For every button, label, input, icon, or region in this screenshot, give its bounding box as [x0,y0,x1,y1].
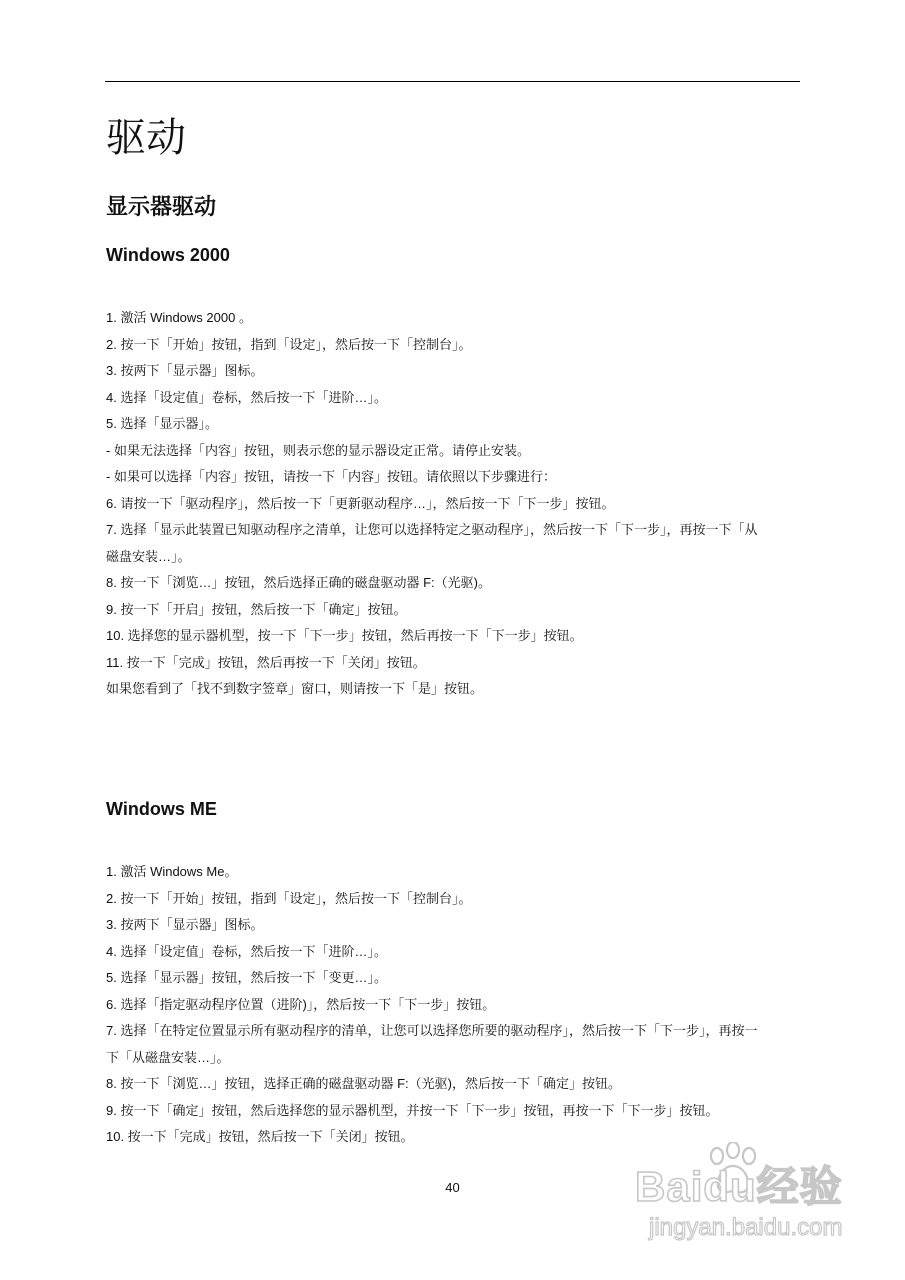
step-line: 7. 选择「显示此装置已知驱动程序之清单，让您可以选择特定之驱动程序」，然后按一下「下一步」，再按一下「从 [106,522,758,537]
step-line: 下「从磁盘安装…」。 [106,1049,230,1065]
step-line: 1. 激活 Windows Me。 [106,864,238,879]
step-line: 磁盘安装…」。 [106,548,191,564]
step-line: 11. 按一下「完成」按钮，然后再按一下「关闭」按钮。 [106,654,426,670]
header-rule [105,81,800,82]
step-line: 8. 按一下「浏览…」按钮，选择正确的磁盘驱动器 F:（光驱)，然后按一下「确定」按钮。 [106,1076,621,1091]
step-line: 10. 按一下「完成」按钮，然后按一下「关闭」按钮。 [106,1129,414,1144]
step-line: 8. 按一下「浏览…」按钮，然后选择正确的磁盘驱动器 F:（光驱)。 [106,575,491,590]
windows-me-heading: Windows ME [106,799,217,819]
section-title: 显示器驱动 [106,194,217,219]
step-line: 2. 按一下「开始」按钮，指到「设定」，然后按一下「控制台」。 [106,890,472,906]
step-line: 5. 选择「显示器」按钮，然后按一下「变更…」。 [106,970,387,985]
step-line: - 如果可以选择「内容」按钮，请按一下「内容」按钮。请依照以下步骤进行： [106,469,556,484]
step-line: 3. 按两下「显示器」图标。 [106,363,264,378]
step-line: 6. 请按一下「驱动程序」，然后按一下「更新驱动程序…」，然后按一下「下一步」按钮。 [106,495,615,511]
step-line: 6. 选择「指定驱动程序位置（进阶)」，然后按一下「下一步」按钮。 [106,996,496,1012]
step-line: 1. 激活 Windows 2000 。 [106,310,252,325]
page-title: 驱动 [106,116,186,160]
watermark-url: jingyan.baidu.com [649,1214,843,1241]
step-line: 9. 按一下「开启」按钮，然后按一下「确定」按钮。 [106,601,407,617]
step-line: 9. 按一下「确定」按钮，然后选择您的显示器机型，并按一下「下一步」按钮，再按一下「下一步」按钮。 [106,1102,719,1118]
step-line: 3. 按两下「显示器」图标。 [106,917,264,932]
step-line: 2. 按一下「开始」按钮，指到「设定」，然后按一下「控制台」。 [106,336,472,352]
page-number: 40 [445,1180,460,1195]
watermark-brand: Baidu经验 [635,1163,843,1210]
windows-2000-steps [106,305,806,703]
step-line: 4. 选择「设定值」卷标，然后按一下「进阶…」。 [106,943,387,959]
baidu-jingyan-watermark [635,1148,865,1268]
step-line: 5. 选择「显示器」。 [106,416,218,431]
step-line: 如果您看到了「找不到数字签章」窗口，则请按一下「是」按钮。 [106,681,484,696]
step-line: 10. 选择您的显示器机型，按一下「下一步」按钮，然后再按一下「下一步」按钮。 [106,628,583,643]
step-line: 4. 选择「设定值」卷标，然后按一下「进阶…」。 [106,389,387,405]
step-line: - 如果无法选择「内容」按钮，则表示您的显示器设定正常。请停止安装。 [106,442,530,458]
windows-2000-heading: Windows 2000 [106,245,230,265]
windows-me-steps [106,859,806,1151]
step-line: 7. 选择「在特定位置显示所有驱动程序的清单，让您可以选择您所要的驱动程序」，然后按一下「下一步」，再按一 [106,1023,758,1038]
